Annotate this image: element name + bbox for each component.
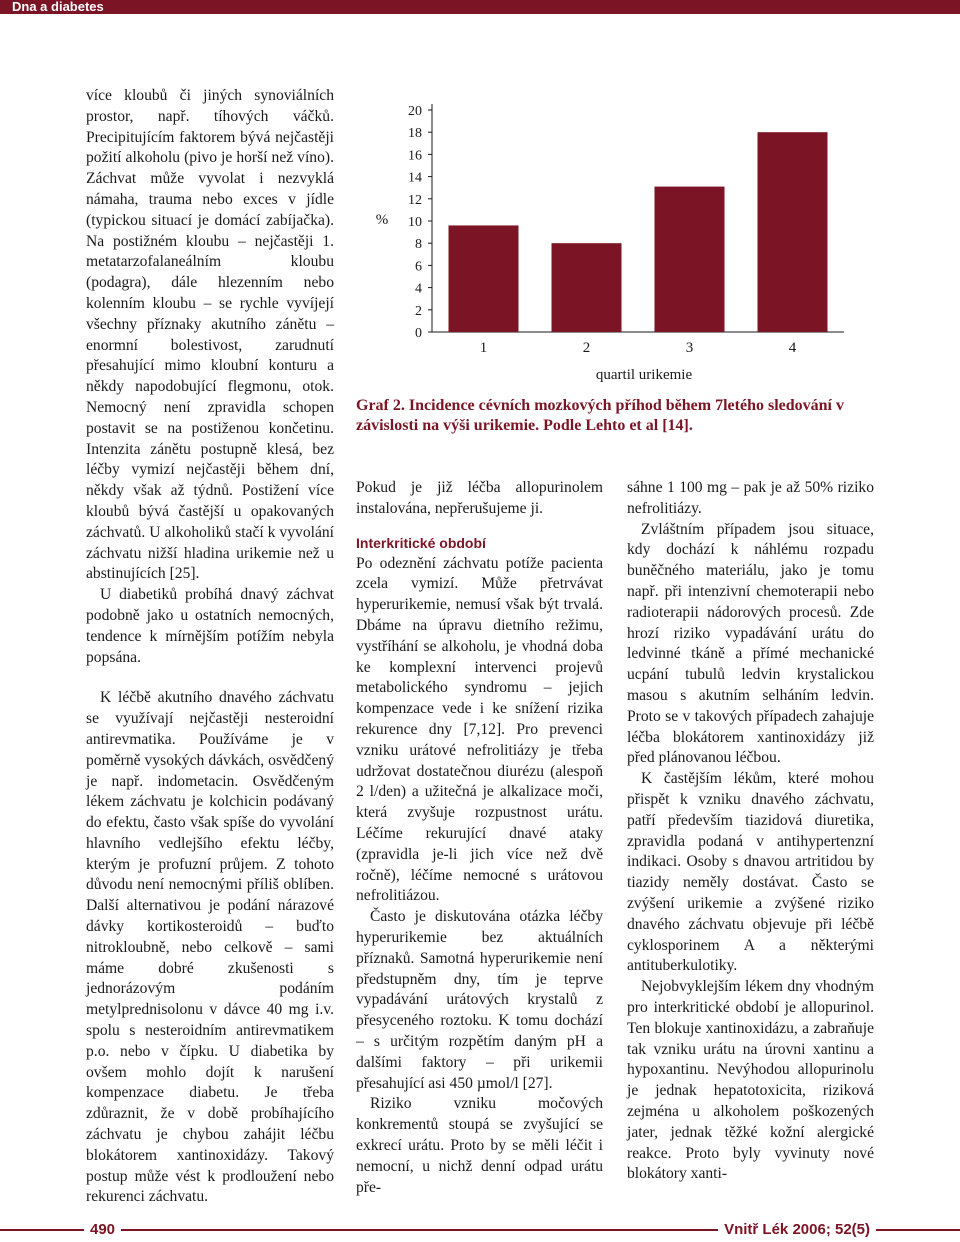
paragraph: Nejobvyklejším lékem dny vhodným pro interkritické období je allopurinol. Ten blokuje xantinoxidázu, a zabraňuje tak vzniku urátu na úrovni xantinu a hypoxantinu. Nevýhodou allopurinolu je jednak hepatotoxicita, riziková zejména u alkoholem poškozených jater, jednak těžké kožní alergické reakce. Proto byly vyvinuty nové blokátory xanti-	[627, 978, 874, 1183]
subheading: Interkritické období	[356, 534, 486, 551]
column-right	[627, 478, 874, 1185]
paragraph: Pokud je již léčba allopurinolem instalována, nepřerušujeme ji.	[356, 479, 603, 517]
y-tick-label: 12	[408, 192, 422, 208]
bar	[552, 243, 622, 332]
column-middle	[356, 478, 603, 1198]
x-tick-label: 2	[582, 340, 591, 356]
x-tick-labels	[480, 340, 797, 356]
y-tick-label: 2	[415, 303, 422, 319]
page-number: 490	[84, 1220, 121, 1240]
y-tick-label: 4	[415, 281, 422, 297]
x-tick-label: 1	[479, 340, 488, 356]
bar	[758, 132, 828, 332]
paragraph: Zvláštním případem jsou situace, kdy dochází k náhlému rozpadu buněčného materiálu, jako je tomu např. při intenzivní chemoterapii nebo radioterapii nádorových procesů. Zde hrozí riziko vypadávání urátu do ledvinné tkáně a přímé mechanické ucpání tubulů ledvin krystalickou masou s akutním selháním ledvin. Proto se v takových případech zahajuje léčba blokátorem xantinoxidázy již před plánovanou léčbou.	[627, 520, 874, 767]
y-tick-label: 8	[415, 237, 422, 253]
y-tick-labels	[408, 104, 432, 341]
bar-chart-svg	[356, 92, 866, 392]
x-axis-label: quartil urikemie	[595, 367, 693, 383]
paragraph: U diabetiků probíhá dnavý záchvat podobně jako u ostatních nemocných, tendence k mírnějším potížím nebyla popsána.	[86, 586, 334, 666]
x-tick-label: 3	[685, 340, 694, 356]
y-tick-label: 0	[415, 326, 422, 341]
x-tick-label: 4	[788, 340, 797, 356]
journal-citation: Vnitř Lék 2006; 52(5)	[718, 1220, 876, 1240]
paragraph: Riziko vzniku močových konkrementů stoupá se zvyšující se exkrecí urátu. Proto by se měli léčit i nemocní, u nichž denní odpad urátu pře-	[356, 1095, 603, 1196]
y-tick-label: 14	[408, 170, 422, 186]
y-tick-label: 16	[408, 148, 422, 164]
bars	[449, 132, 828, 332]
chart	[356, 92, 866, 392]
paragraph: sáhne 1 100 mg – pak je až 50% riziko nefrolitiázy.	[627, 479, 874, 517]
y-axis-label: %	[375, 212, 389, 228]
header-bar	[0, 0, 960, 14]
paragraph: Často je diskutována otázka léčby hyperurikemie bez aktuálních příznaků. Samotná hyperurikemie není předstupněm dny, tím je teprve vypadávání urátových krystalů z přesyceného roztoku. K tomu dochází – s určitým rozpětím daným pH a dalšími faktory – při urikemii přesahující asi 450 µmol/l [27].	[356, 908, 603, 1092]
column-left	[86, 86, 334, 1208]
paragraph: více kloubů či jiných synoviálních prostor, např. tíhových váčků. Precipitujícím faktorem bývá nejčastěji požití alkoholu (pivo je horší než víno). Záchvat může vyvolat i nezvyklá námaha, trauma nebo exces v jídle (typickou situací je domácí zabíjačka). Na postižném kloubu – nejčastěji 1. metatarzofalaneálním kloubu (podagra), dále hlezenním nebo kolenním kloubu – se rychle vyvíjejí všechny příznaky akutního zánětu – enormní bolestivost, zarudnutí přesahující mimo kloubní konturu a někdy napodobující flegmonu, otok. Nemocný není zpravidla schopen postavit se na postiženou končetinu. Intenzita zánětu postupně klesá, bez léčby vymizí nejčastěji během dní, někdy však až týdnů. Postižení více kloubů bývá častější u opakovaných záchvatů. U alkoholiků stačí k vyvolání záchvatu nižší hladina urikemie než u abstinujících [25].	[86, 87, 334, 583]
y-tick-label: 10	[408, 215, 422, 230]
y-tick-label: 18	[408, 126, 422, 142]
bar	[655, 187, 725, 332]
paragraph: K častějším lékům, které mohou přispět k vzniku dnavého záchvatu, patří především tiazidová diuretika, zpravidla podaná v antihypertenzní indikaci. Osoby s dnavou artritidou by tiazidy neměly dostávat. Často se zvýšení urikemie a zvýšené riziko dnavého záchvatu objevuje při léčbě cyklosporinem A a některými antituberkulotiky.	[627, 770, 874, 975]
chart-caption: Graf 2. Incidence cévních mozkových příhod během 7letého sledování v závislosti na výši urikemie. Podle Lehto et al [14].	[356, 397, 844, 434]
paragraph: Po odeznění záchvatu potíže pacienta zcela vymizí. Může přetrvávat hyperurikemie, nemusí však být trvalá. Dbáme na úpravu dietního režimu, vystříhání se alkoholu, je vhodná doba ke komplexní intervenci projevů metabolického syndromu – jejich kompenzace vede i ke snížení rizika rekurence dny [7,12]. Pro prevenci vzniku urátové nefrolitiázy je třeba udržovat dostatečnou diurézu (alespoň 2 l/den) a užitečná je alkalizace moči, která zvyšuje rozpustnost urátu. Léčíme rekurující dnavé ataky (zpravidla je-li jich více než dvě ročně), léčíme nemocné s urátovou nefrolitiázou.	[356, 554, 603, 905]
section-title: Dna a diabetes	[12, 0, 104, 14]
paragraph: K léčbě akutního dnavého záchvatu se využívají nejčastěji nesteroidní antirevmatika. Používáme je v poměrně vysokých dávkách, osvědčený je např. indometacin. Osvědčeným lékem záchvatu je kolchicin podávaný do efektu, často však spíše do vyvolání hlavního vedlejšího efektu léčby, kterým je profuzní průjem. Z tohoto důvodu není nemocnými příliš oblíben. Další alternativou je podání nárazové dávky kortikosteroidů – buďto nitrokloubně, nebo celkově – sami máme dobré zkušenosti s jednorázovým podáním metylprednisolonu v dávce 40 mg i.v. spolu s nesteroidním antirevmatikem p.o. nebo v čípku. U diabetika by ovšem mohlo dojít k narušení kompenzace diabetu. Je třeba zdůraznit, že v době probíhajícího záchvatu je chybou zahájit léčbu blokátorem xantinoxidázy. Takový postup může vést k prodloužení nebo rekurenci záchvatu.	[86, 689, 334, 1206]
y-tick-label: 6	[415, 259, 422, 275]
y-tick-label: 20	[408, 104, 422, 119]
bar	[449, 225, 519, 332]
